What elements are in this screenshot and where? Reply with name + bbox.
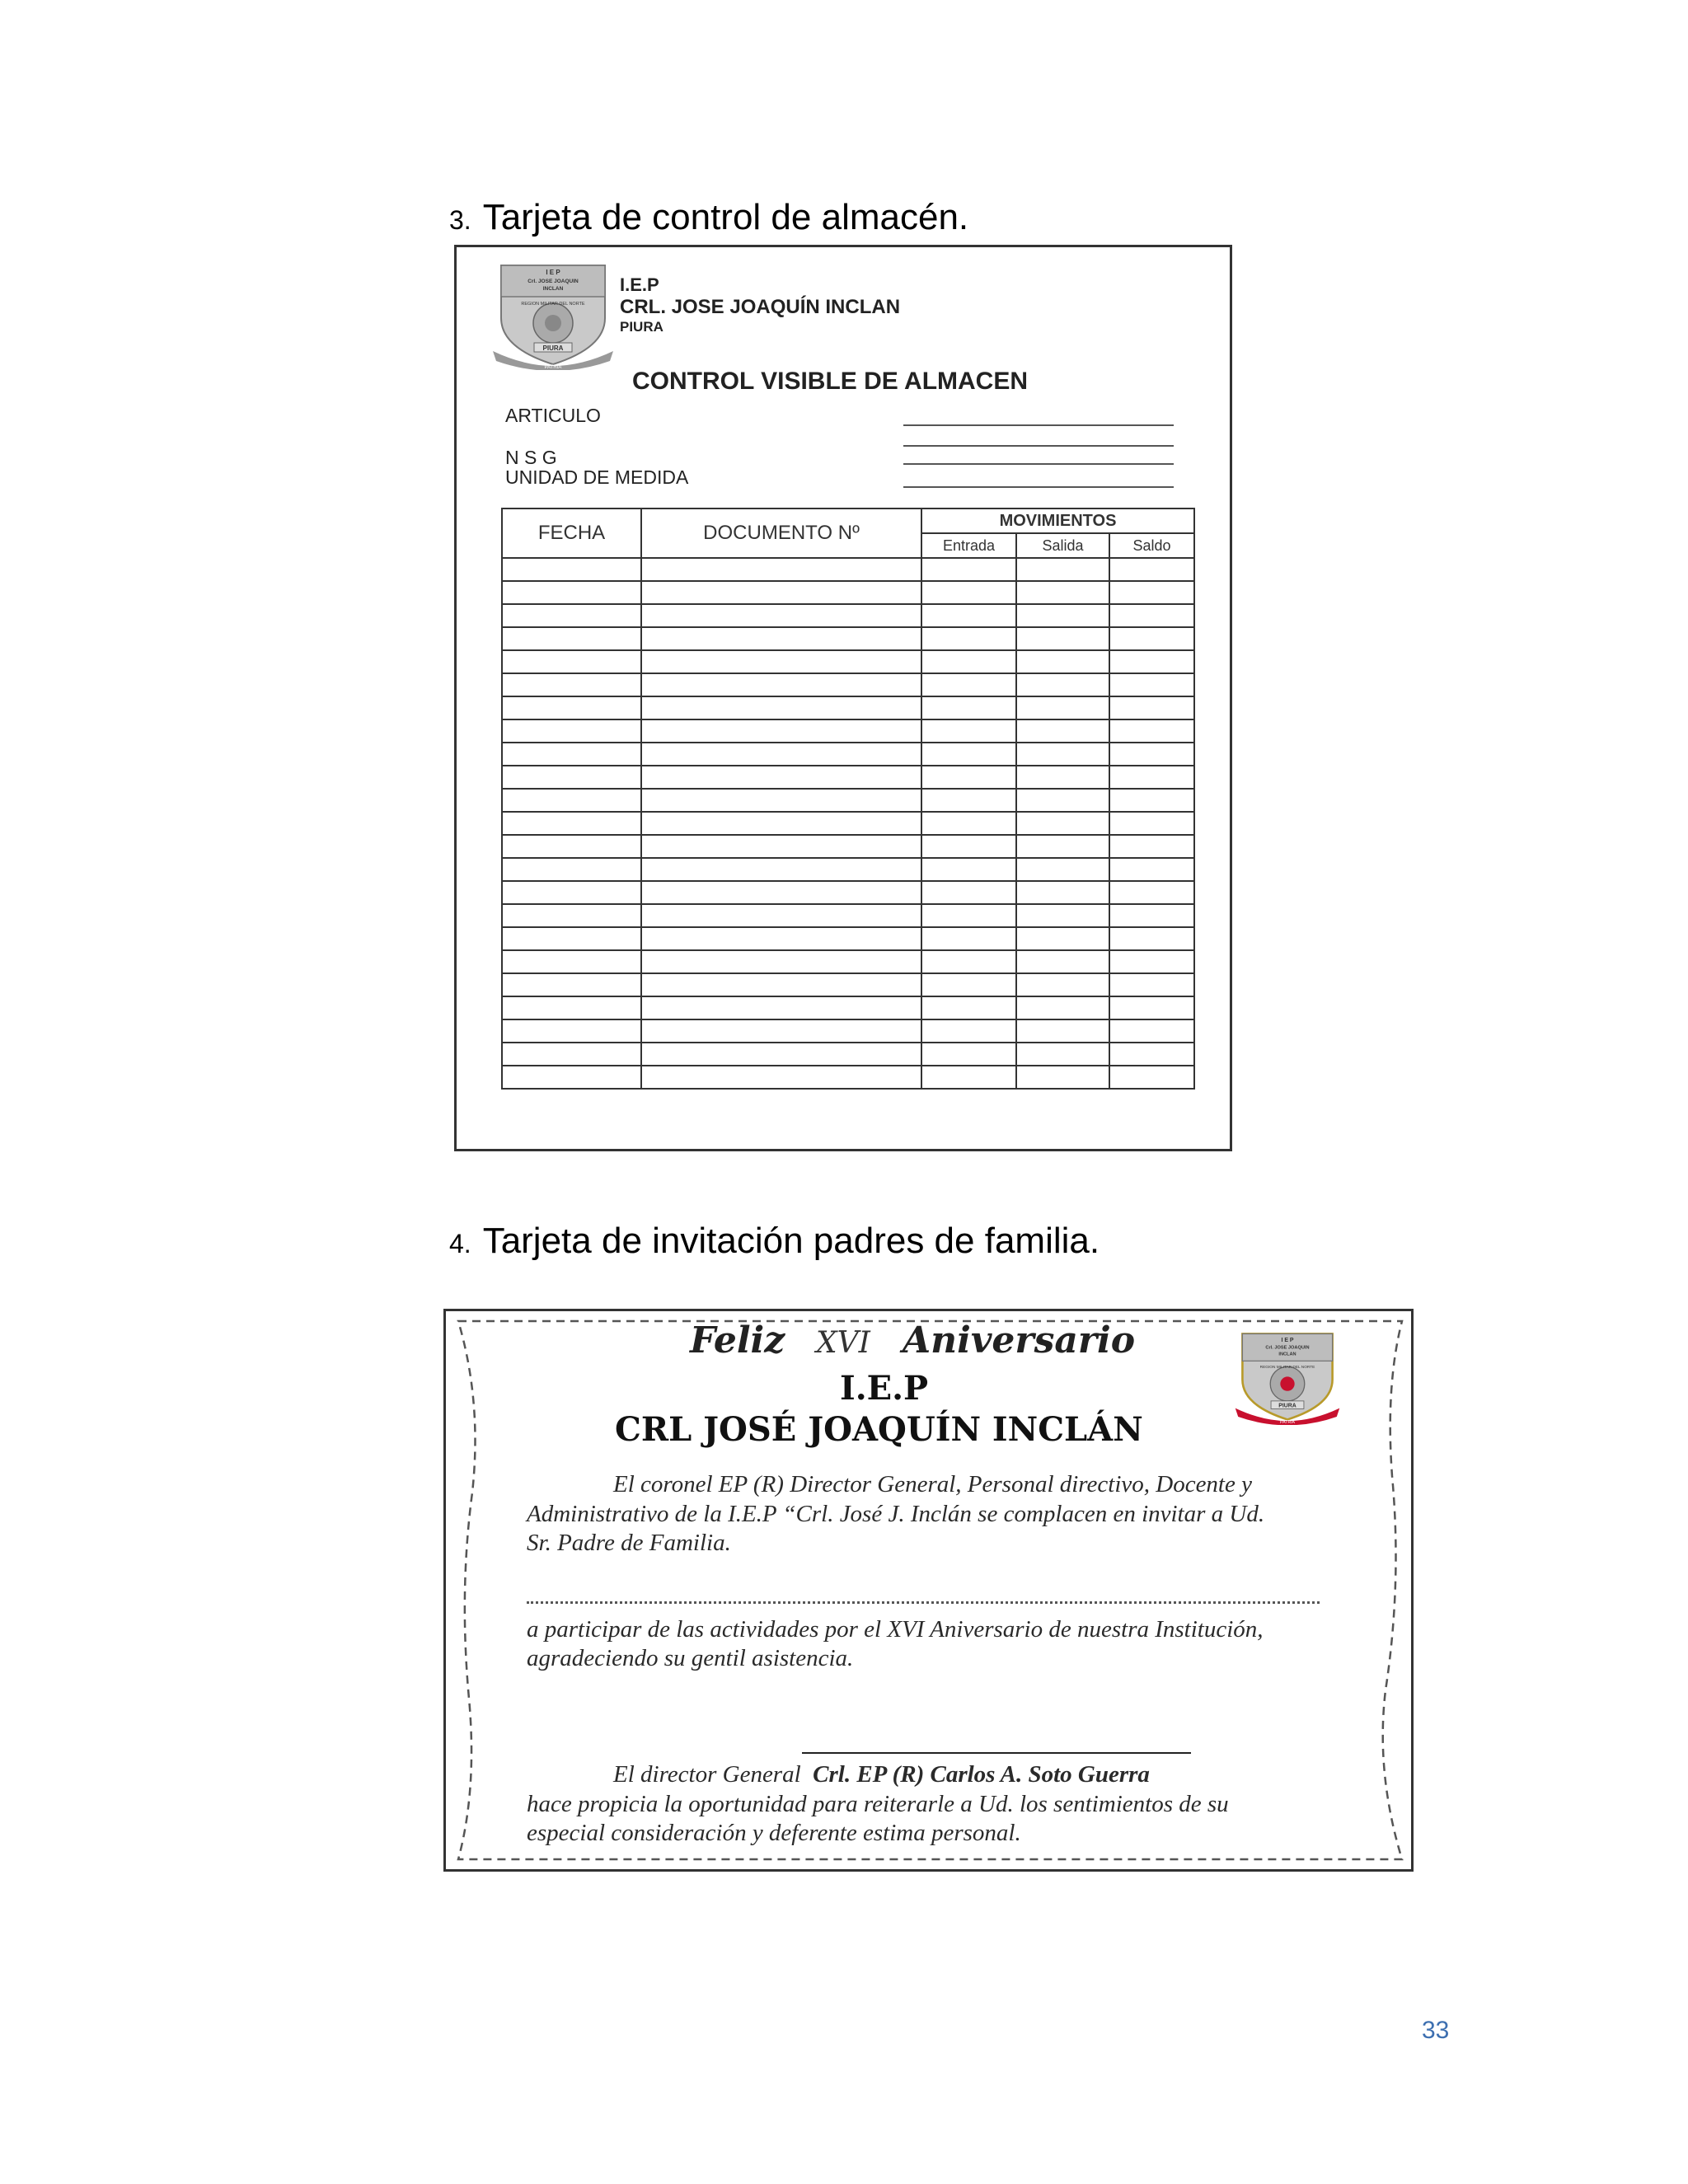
table-cell <box>641 950 921 973</box>
table-cell <box>641 904 921 927</box>
table-body <box>502 558 1194 1089</box>
table-cell <box>921 835 1016 858</box>
signature-line-text <box>613 1760 1150 1789</box>
table-cell <box>641 696 921 719</box>
table-cell <box>641 1043 921 1066</box>
table-cell <box>921 627 1016 650</box>
emblem-city: PIURA <box>542 344 564 352</box>
table-cell <box>1109 812 1194 835</box>
table-cell <box>921 1043 1016 1066</box>
table-cell <box>641 881 921 904</box>
section-number: 3. <box>449 205 471 235</box>
table-row <box>502 950 1194 973</box>
table-cell <box>641 835 921 858</box>
emblem-arc: REGION MILITAR DEL NORTE <box>1259 1366 1315 1371</box>
table-cell <box>1016 1066 1109 1089</box>
table-cell <box>1109 904 1194 927</box>
section-number: 4. <box>449 1229 471 1258</box>
table-cell <box>1016 558 1109 581</box>
col-entrada: Entrada <box>921 533 1016 558</box>
table-row <box>502 673 1194 696</box>
emblem-text-3: INCLAN <box>542 286 564 292</box>
table-cell <box>502 858 641 881</box>
col-fecha: FECHA <box>502 509 641 558</box>
signature-line <box>802 1752 1191 1754</box>
table-cell <box>641 650 921 673</box>
table-cell <box>1109 996 1194 1019</box>
table-cell <box>641 581 921 604</box>
table-cell <box>1016 581 1109 604</box>
table-cell <box>1109 719 1194 743</box>
para3-line1: hace propicia la oportunidad para reiterarle a Ud. los sentimientos de su <box>527 1791 1229 1817</box>
table-row <box>502 881 1194 904</box>
sign-name: Crl. EP (R) Carlos A. Soto Guerra <box>813 1761 1150 1788</box>
table-row <box>502 696 1194 719</box>
table-row <box>502 927 1194 950</box>
col-salida: Salida <box>1016 533 1109 558</box>
movements-table <box>501 508 1195 1090</box>
table-cell <box>502 696 641 719</box>
field-articulo: ARTICULO <box>505 405 601 426</box>
table-cell <box>1016 1019 1109 1043</box>
table-cell <box>1109 950 1194 973</box>
table-cell <box>641 858 921 881</box>
table-cell <box>641 558 921 581</box>
table-cell <box>1109 789 1194 812</box>
table-cell <box>502 673 641 696</box>
table-cell <box>502 812 641 835</box>
table-cell <box>641 789 921 812</box>
table-cell <box>1109 627 1194 650</box>
table-row <box>502 973 1194 996</box>
table-cell <box>641 627 921 650</box>
table-cell <box>1016 927 1109 950</box>
table-cell <box>921 673 1016 696</box>
table-row <box>502 627 1194 650</box>
table-cell <box>502 719 641 743</box>
section-4-heading <box>449 1220 1100 1265</box>
para3-line2: especial consideración y deferente estima personal. <box>527 1820 1021 1846</box>
emblem-text-1: I E P <box>1281 1337 1294 1343</box>
invitation-card <box>443 1309 1414 1872</box>
col-saldo: Saldo <box>1109 533 1194 558</box>
table-cell <box>641 743 921 766</box>
school-header <box>620 274 900 335</box>
table-cell <box>1016 812 1109 835</box>
table-cell <box>921 881 1016 904</box>
table-cell <box>1016 789 1109 812</box>
table-cell <box>502 835 641 858</box>
table-row <box>502 1043 1194 1066</box>
table-cell <box>641 719 921 743</box>
table-cell <box>1016 743 1109 766</box>
col-group-movimientos: MOVIMIENTOS <box>921 509 1194 533</box>
table-cell <box>1109 604 1194 627</box>
table-cell <box>1016 996 1109 1019</box>
table-cell <box>502 1043 641 1066</box>
table-cell <box>921 812 1016 835</box>
table-row <box>502 1066 1194 1089</box>
xvi-text: XVI <box>816 1326 870 1360</box>
table-cell <box>1016 650 1109 673</box>
table-row <box>502 743 1194 766</box>
emblem-ribbon: PATRIA <box>544 365 562 370</box>
emblem-arc: REGION MILITAR DEL NORTE <box>521 302 585 307</box>
table-cell <box>1016 627 1109 650</box>
table-cell <box>921 604 1016 627</box>
table-cell <box>641 927 921 950</box>
table-cell <box>502 789 641 812</box>
para1-line2: Administrativo de la I.E.P “Crl. José J. Inclán se complacen en invitar a Ud. <box>527 1501 1265 1527</box>
table-cell <box>1109 1066 1194 1089</box>
table-row <box>502 558 1194 581</box>
para2-line1: a participar de las actividades por el XVI Aniversario de nuestra Institución, <box>527 1616 1264 1643</box>
table-cell <box>1109 881 1194 904</box>
table-cell <box>921 719 1016 743</box>
table-row <box>502 581 1194 604</box>
para2-line2: agradeciendo su gentil asistencia. <box>527 1645 854 1671</box>
table-cell <box>921 996 1016 1019</box>
table-row <box>502 719 1194 743</box>
table-cell <box>921 766 1016 789</box>
emblem-text-2: Crl. JOSE JOAQUIN <box>1265 1345 1310 1351</box>
table-row <box>502 812 1194 835</box>
table-row <box>502 858 1194 881</box>
table-cell <box>1109 766 1194 789</box>
table-cell <box>921 950 1016 973</box>
table-cell <box>641 812 921 835</box>
school-emblem <box>1234 1328 1341 1425</box>
table-cell <box>1109 835 1194 858</box>
table-row <box>502 604 1194 627</box>
table-cell <box>1109 650 1194 673</box>
table-cell <box>502 1066 641 1089</box>
table-cell <box>502 604 641 627</box>
iep-text: I.E.P <box>840 1369 929 1408</box>
table-cell <box>502 973 641 996</box>
field-line <box>903 463 1174 465</box>
table-cell <box>502 1019 641 1043</box>
table-cell <box>1016 766 1109 789</box>
table-row <box>502 650 1194 673</box>
table-cell <box>1016 881 1109 904</box>
field-line <box>903 486 1174 488</box>
school-line-3: PIURA <box>620 319 663 335</box>
table-row <box>502 789 1194 812</box>
feliz-text: Feliz <box>690 1319 785 1361</box>
aniversario-text: Aniversario <box>903 1319 1136 1361</box>
section-title: Tarjeta de invitación padres de familia. <box>482 1221 1100 1261</box>
table-cell <box>502 996 641 1019</box>
table-cell <box>1016 904 1109 927</box>
field-nsg: N S G <box>505 447 557 468</box>
table-cell <box>921 904 1016 927</box>
table-cell <box>1109 1043 1194 1066</box>
table-cell <box>502 927 641 950</box>
table-cell <box>1016 835 1109 858</box>
table-cell <box>502 558 641 581</box>
table-cell <box>1109 558 1194 581</box>
table-cell <box>1109 1019 1194 1043</box>
school-name: CRL JOSÉ JOAQUÍN INCLÁN <box>615 1410 1143 1449</box>
table-cell <box>921 789 1016 812</box>
emblem-text-3: INCLAN <box>1278 1352 1296 1357</box>
table-cell <box>641 996 921 1019</box>
table-row <box>502 1019 1194 1043</box>
col-documento: DOCUMENTO Nº <box>641 509 921 558</box>
table-cell <box>1016 604 1109 627</box>
table-cell <box>1109 581 1194 604</box>
table-cell <box>641 604 921 627</box>
school-line-1: I.E.P <box>620 274 659 295</box>
table-row <box>502 996 1194 1019</box>
table-row <box>502 766 1194 789</box>
emblem-text-2: Crl. JOSE JOAQUIN <box>528 279 579 284</box>
warehouse-control-card <box>454 245 1232 1151</box>
name-dotted-line <box>527 1601 1320 1604</box>
card-title: CONTROL VISIBLE DE ALMACEN <box>632 368 1029 395</box>
table-cell <box>921 858 1016 881</box>
table-cell <box>1016 950 1109 973</box>
table-cell <box>502 904 641 927</box>
field-unidad: UNIDAD DE MEDIDA <box>505 466 689 488</box>
school-emblem <box>491 259 615 370</box>
table-cell <box>1016 1043 1109 1066</box>
table-cell <box>641 1066 921 1089</box>
table-cell <box>502 581 641 604</box>
field-line <box>903 445 1174 447</box>
table-cell <box>1016 673 1109 696</box>
para1-line3: Sr. Padre de Familia. <box>527 1530 731 1556</box>
table-cell <box>1016 973 1109 996</box>
school-line-2: CRL. JOSE JOAQUÍN INCLAN <box>620 296 901 318</box>
table-cell <box>641 766 921 789</box>
table-cell <box>502 627 641 650</box>
table-cell <box>502 766 641 789</box>
sign-prefix: El director General <box>613 1761 801 1788</box>
table-row <box>502 904 1194 927</box>
table-cell <box>1109 858 1194 881</box>
page-number: 33 <box>1422 2017 1450 2044</box>
table-cell <box>641 673 921 696</box>
table-cell <box>921 743 1016 766</box>
table-cell <box>921 650 1016 673</box>
table-cell <box>921 581 1016 604</box>
table-cell <box>502 650 641 673</box>
table-cell <box>1109 696 1194 719</box>
table-row <box>502 835 1194 858</box>
para1-line1: El coronel EP (R) Director General, Personal directivo, Docente y <box>613 1471 1252 1497</box>
table-cell <box>1016 696 1109 719</box>
table-cell <box>502 881 641 904</box>
table-cell <box>921 1066 1016 1089</box>
emblem-text-1: I E P <box>546 269 560 276</box>
table-cell <box>1109 927 1194 950</box>
table-cell <box>641 1019 921 1043</box>
section-3-heading <box>449 196 968 241</box>
emblem-city: PIURA <box>1278 1403 1296 1409</box>
table-cell <box>921 696 1016 719</box>
emblem-ribbon: PATRIA <box>1280 1419 1295 1425</box>
table-cell <box>1109 973 1194 996</box>
field-line <box>903 424 1174 426</box>
section-title: Tarjeta de control de almacén. <box>482 197 969 237</box>
table-cell <box>1109 743 1194 766</box>
table-cell <box>921 973 1016 996</box>
table-cell <box>921 1019 1016 1043</box>
table-cell <box>1016 719 1109 743</box>
table-cell <box>1109 673 1194 696</box>
table-cell <box>502 743 641 766</box>
table-cell <box>921 927 1016 950</box>
table-cell <box>641 973 921 996</box>
table-cell <box>1016 858 1109 881</box>
table-cell <box>502 950 641 973</box>
table-cell <box>921 558 1016 581</box>
